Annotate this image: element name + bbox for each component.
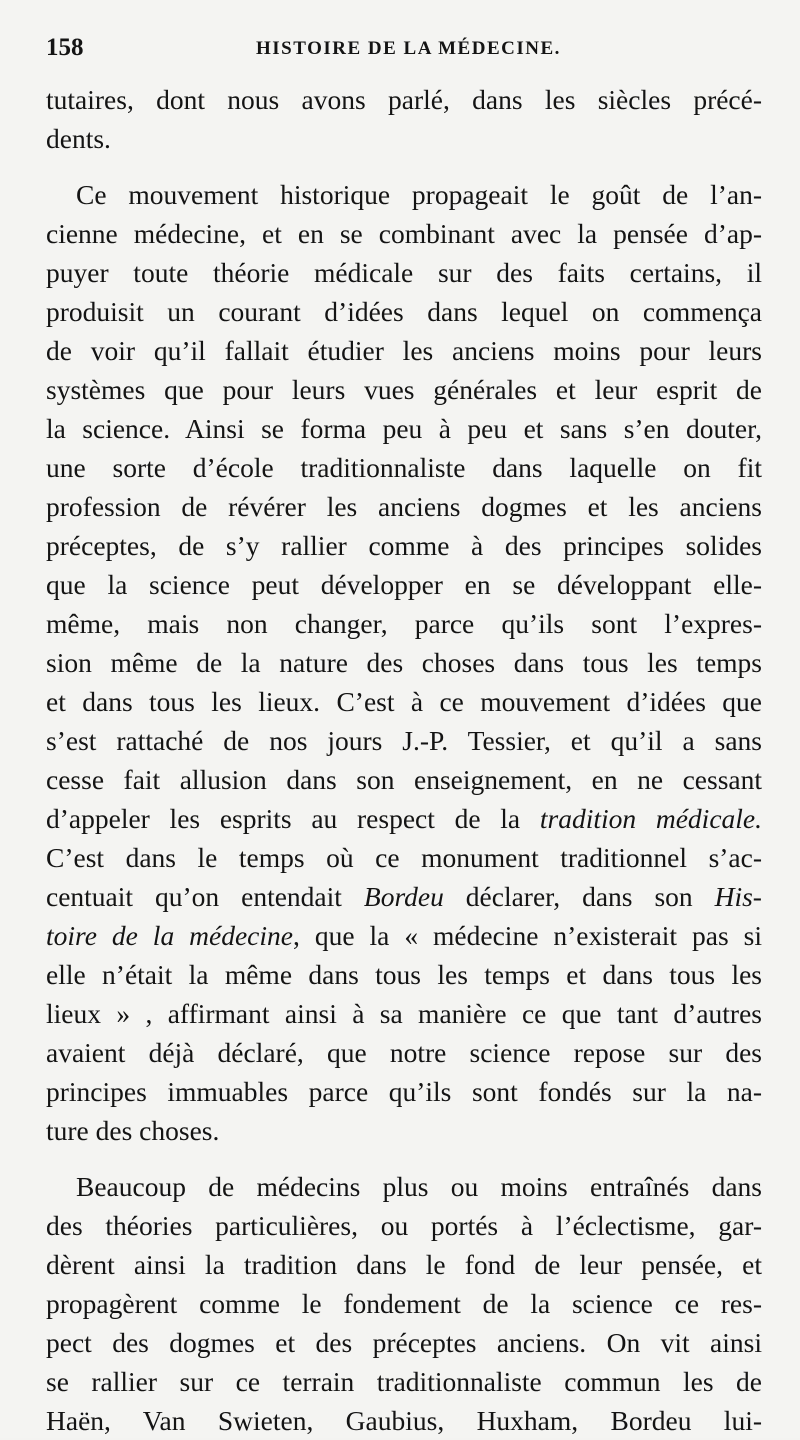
text-line bbox=[46, 487, 762, 526]
text-line bbox=[46, 1206, 762, 1245]
running-head: HISTOIRE DE LA MÉDECINE. bbox=[256, 38, 561, 59]
text-line bbox=[46, 1111, 762, 1150]
text-segment: la science. Ainsi se forma peu à peu et sans s’en douter, bbox=[46, 413, 762, 444]
text-segment: cienne médecine, et en se combinant avec la pensée d’ap- bbox=[46, 218, 762, 249]
text-line bbox=[46, 643, 762, 682]
text-line bbox=[46, 877, 762, 916]
text-segment: avaient déjà déclaré, que notre science repose sur des bbox=[46, 1037, 762, 1068]
text-segment: cesse fait allusion dans son enseignement, en ne cessant bbox=[46, 764, 762, 795]
text-segment: propagèrent comme le fondement de la science ce res- bbox=[46, 1288, 762, 1319]
text-segment: d’appeler les esprits au respect de la bbox=[46, 803, 540, 834]
text-segment: C’est dans le temps où ce monument traditionnel s’ac- bbox=[46, 842, 762, 873]
paragraph-gap bbox=[46, 158, 762, 175]
text-segment: des théories particulières, ou portés à l’éclectisme, gar- bbox=[46, 1210, 762, 1241]
paragraph bbox=[46, 175, 762, 1150]
text-line bbox=[46, 448, 762, 487]
text-segment: systèmes que pour leurs vues générales et leur esprit de bbox=[46, 374, 762, 405]
text-segment: sion même de la nature des choses dans tous les temps bbox=[46, 647, 762, 678]
text-segment: produisit un courant d’idées dans lequel on commença bbox=[46, 296, 762, 327]
italic-text: tradition médicale. bbox=[539, 803, 762, 834]
text-line bbox=[46, 253, 762, 292]
text-line bbox=[46, 682, 762, 721]
paragraph bbox=[46, 1167, 762, 1440]
text-line bbox=[46, 799, 762, 838]
text-line bbox=[46, 838, 762, 877]
body-text bbox=[46, 80, 762, 1440]
text-segment: principes immuables parce qu’ils sont fondés sur la na- bbox=[46, 1076, 762, 1107]
text-line bbox=[46, 955, 762, 994]
text-line bbox=[46, 604, 762, 643]
text-segment: dèrent ainsi la tradition dans le fond de leur pensée, et bbox=[46, 1249, 762, 1280]
text-line bbox=[46, 760, 762, 799]
text-line bbox=[46, 1323, 762, 1362]
italic-text: His- bbox=[714, 881, 762, 912]
text-segment: Ce mouvement historique propageait le goût de l’an- bbox=[76, 179, 762, 210]
text-line bbox=[46, 721, 762, 760]
text-line bbox=[46, 1167, 762, 1206]
text-segment: préceptes, de s’y rallier comme à des principes solides bbox=[46, 530, 762, 561]
text-line bbox=[46, 1284, 762, 1323]
text-segment: tutaires, dont nous avons parlé, dans les siècles précé- bbox=[46, 84, 762, 115]
text-segment: profession de révérer les anciens dogmes et les anciens bbox=[46, 491, 762, 522]
text-segment: puyer toute théorie médicale sur des faits certains, il bbox=[46, 257, 762, 288]
text-segment: pect des dogmes et des préceptes anciens. On vit ainsi bbox=[46, 1327, 762, 1358]
text-segment: , que la « médecine n’existerait pas si bbox=[293, 920, 762, 951]
text-segment: centuait qu’on entendait bbox=[46, 881, 364, 912]
text-line bbox=[46, 994, 762, 1033]
text-segment: et dans tous les lieux. C’est à ce mouvement d’idées que bbox=[46, 686, 762, 717]
text-segment: se rallier sur ce terrain traditionnaliste commun les de bbox=[46, 1366, 762, 1397]
text-segment: s’est rattaché de nos jours J.-P. Tessier, et qu’il a sans bbox=[46, 725, 762, 756]
text-line bbox=[46, 1362, 762, 1401]
text-line bbox=[46, 370, 762, 409]
text-segment: Haën, Van Swieten, Gaubius, Huxham, Bordeu lui- bbox=[46, 1405, 762, 1436]
page-header bbox=[46, 34, 762, 68]
text-line bbox=[46, 409, 762, 448]
paragraph bbox=[46, 80, 762, 158]
page-number: 158 bbox=[46, 34, 84, 61]
italic-text: Bordeu bbox=[363, 881, 444, 912]
text-segment: dents. bbox=[46, 123, 111, 154]
text-segment: déclarer, dans son bbox=[443, 881, 715, 912]
text-segment: ture des choses. bbox=[46, 1115, 220, 1146]
text-segment: Beaucoup de médecins plus ou moins entraînés dans bbox=[76, 1171, 762, 1202]
italic-text: toire de la médecine bbox=[46, 920, 293, 951]
text-segment: une sorte d’école traditionnaliste dans laquelle on fit bbox=[46, 452, 762, 483]
text-line bbox=[46, 80, 762, 119]
text-line bbox=[46, 1401, 762, 1440]
text-line bbox=[46, 292, 762, 331]
text-line bbox=[46, 526, 762, 565]
text-line bbox=[46, 331, 762, 370]
text-line bbox=[46, 214, 762, 253]
paragraph-gap bbox=[46, 1150, 762, 1167]
text-line bbox=[46, 175, 762, 214]
text-segment: lieux » , affirmant ainsi à sa manière ce que tant d’autres bbox=[46, 998, 762, 1029]
text-segment: elle n’était la même dans tous les temps et dans tous les bbox=[46, 959, 762, 990]
text-line bbox=[46, 1072, 762, 1111]
text-line bbox=[46, 119, 762, 158]
text-line bbox=[46, 916, 762, 955]
text-segment: que la science peut développer en se développant elle- bbox=[46, 569, 762, 600]
text-line bbox=[46, 1245, 762, 1284]
text-segment: de voir qu’il fallait étudier les anciens moins pour leurs bbox=[46, 335, 762, 366]
text-segment: même, mais non changer, parce qu’ils sont l’expres- bbox=[46, 608, 762, 639]
text-line bbox=[46, 565, 762, 604]
text-line bbox=[46, 1033, 762, 1072]
